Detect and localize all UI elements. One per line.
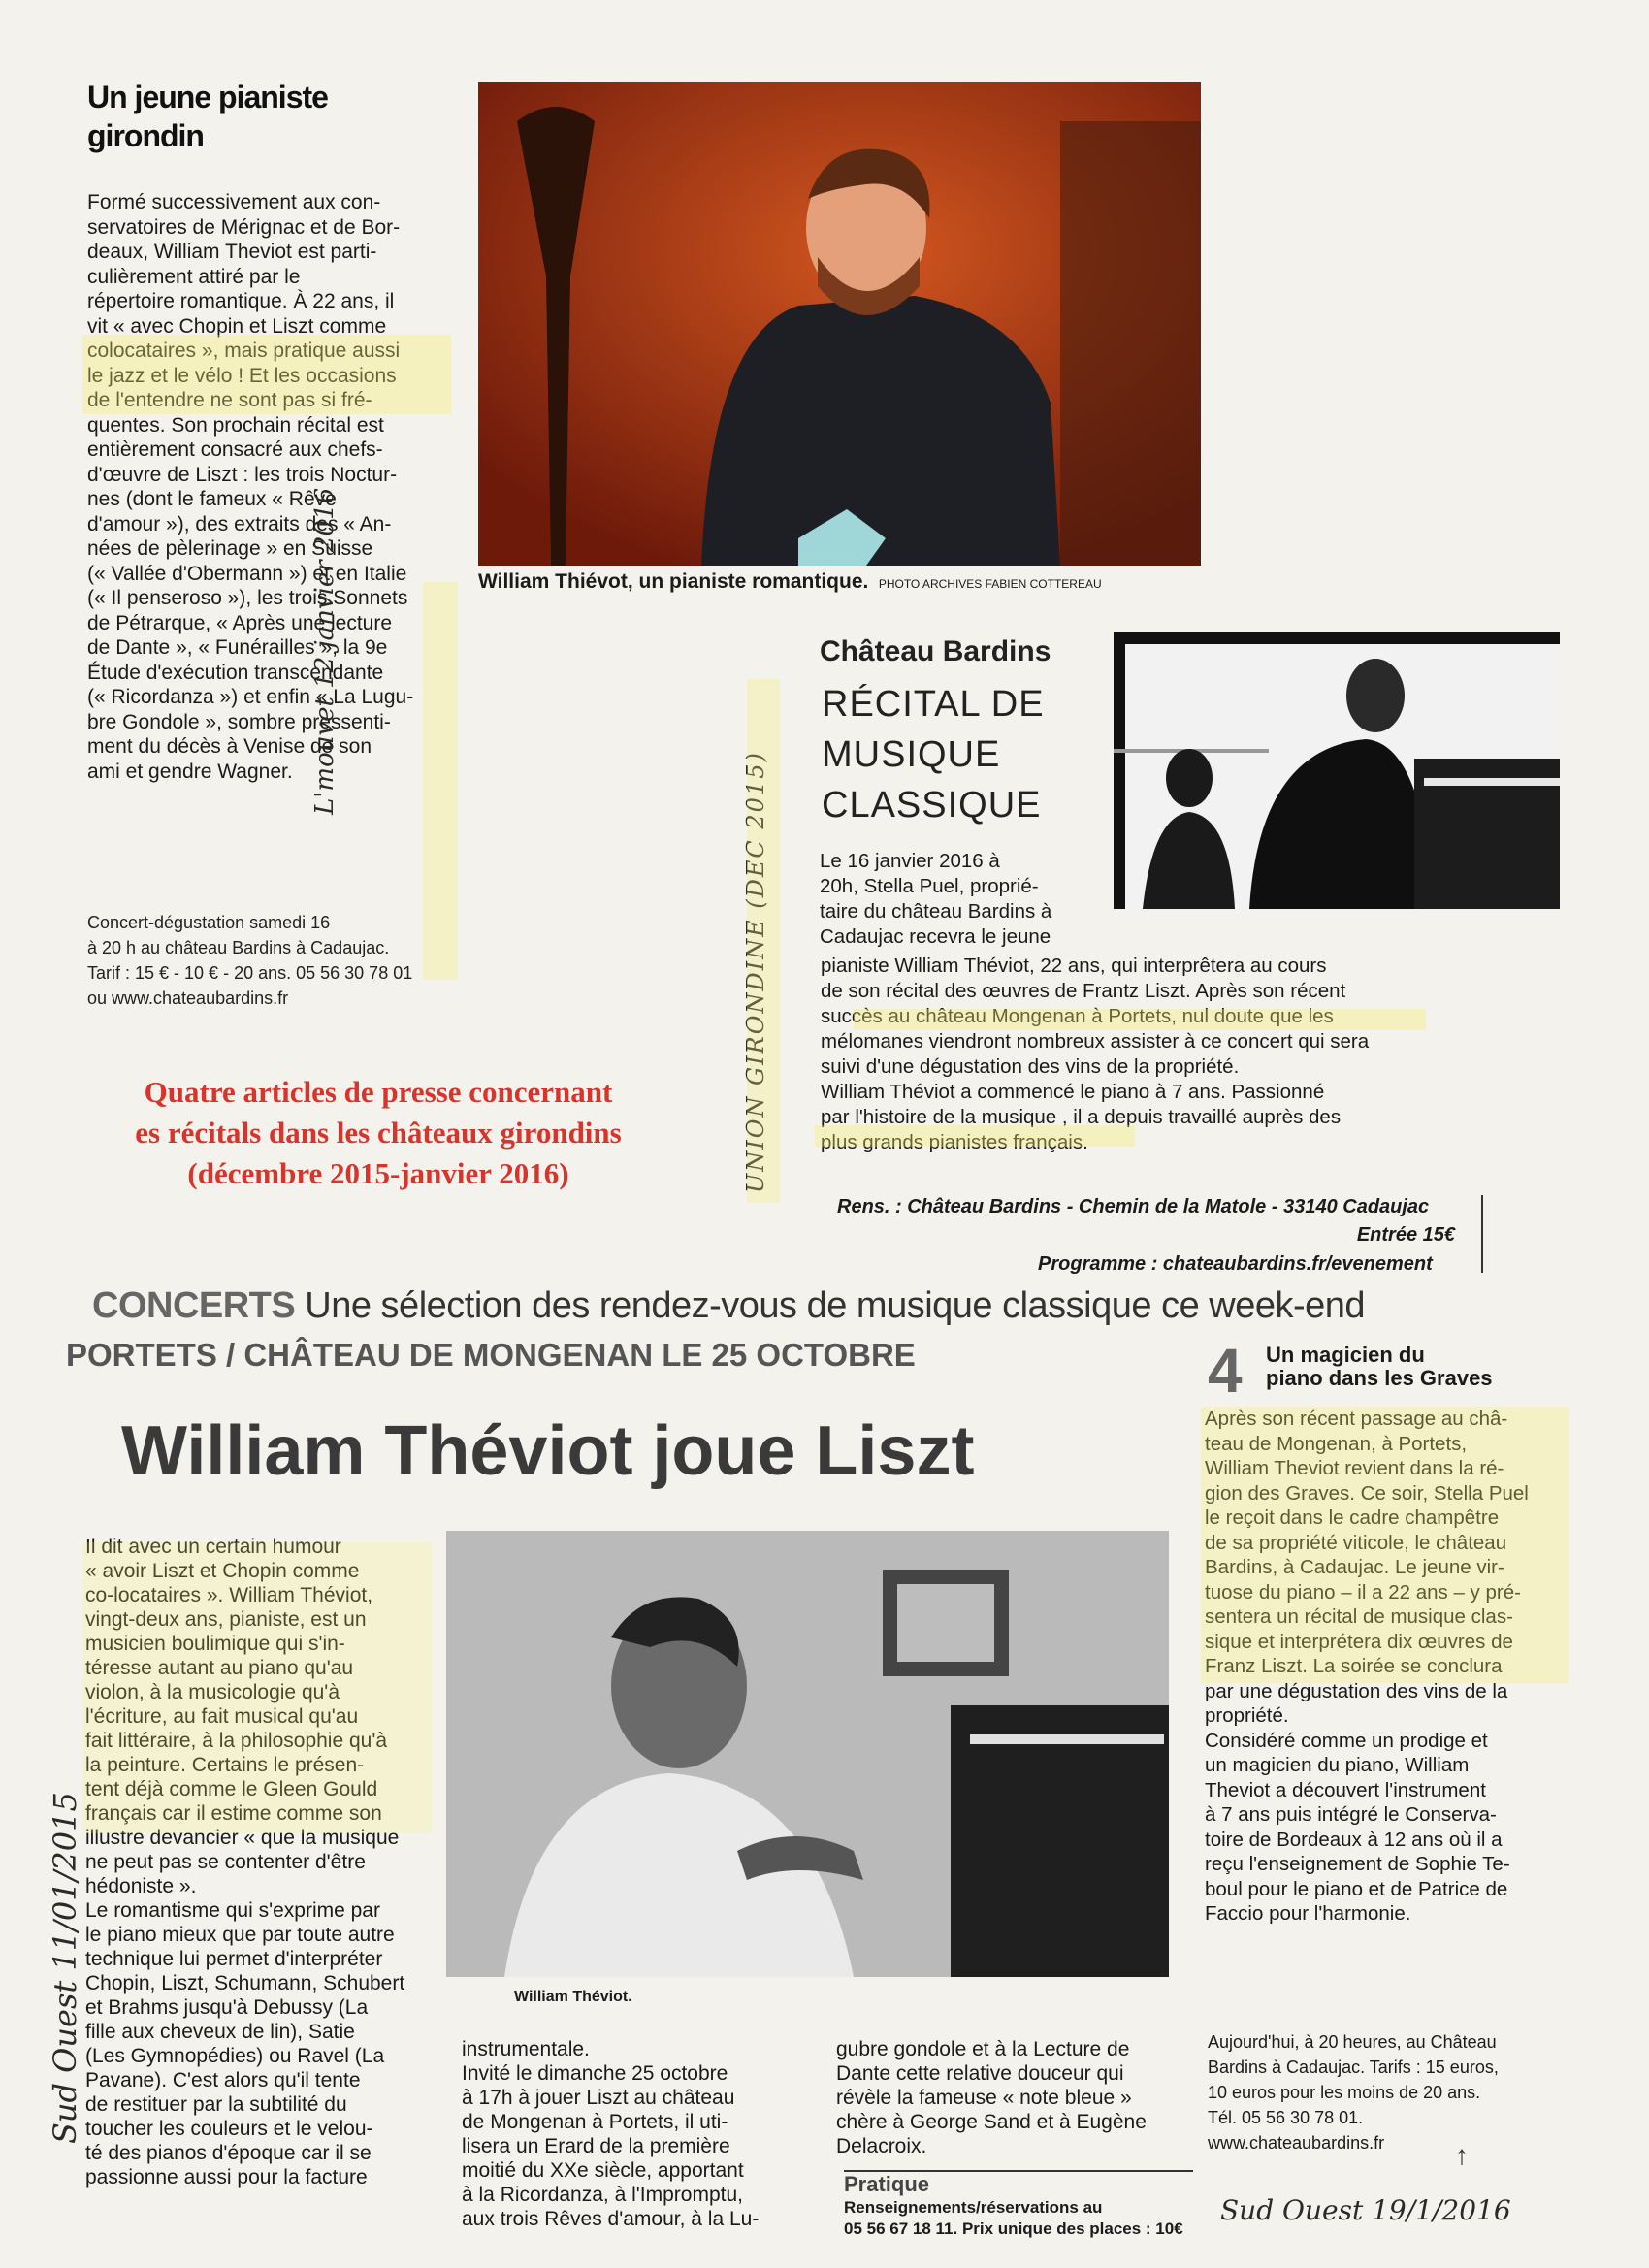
collection-note-line-2: es récitals dans les châteaux girondins [135, 1116, 622, 1150]
column-rule [1481, 1195, 1483, 1273]
article-4-headline: Un magicien du piano dans les Graves [1266, 1343, 1493, 1390]
handwritten-date-article-4: Sud Ouest 19/1/2016 [1220, 2194, 1511, 2226]
article-3-col-1: Il dit avec un certain humour « avoir Liszt et Chopin comme co-locataires ». William Théviot, vingt-deux ans, pianiste, est un musicien boulimique qui s'in- téresse autant au piano qu'au violon, à la musicologie qu'à l'écriture, au fait musical qu'au fait littéraire, à la philosophie qu'à la peinture. Certains le présen- tent déjà comme le Gleen Gould français car il estime comme son illustre devancier « que la musique ne peut pas se contenter d'être hédoniste ». Le romantisme qui s'exprime par le piano mieux que par toute autre technique lui permet d'interpréter Chopin, Liszt, Schumann, Schubert et Brahms jusqu'à Debussy (La fille aux cheveux de lin), Satie (Les Gymnopédies) ou Ravel (La Pavane). C'est alors qu'il tente de restituer par la subtilité du toucher les couleurs et le velou- té des pianos d'époque car il se passionne aussi pour la facture [85, 1536, 405, 2188]
article-3-pratique-box [844, 2170, 1193, 2240]
article-4-info: Aujourd'hui, à 20 heures, au Château Bardins à Cadaujac. Tarifs : 15 euros, 10 euros pour les moins de 20 ans. Tél. 05 56 30 78 01. www.chateaubardins.fr [1208, 2032, 1499, 2153]
article-4-body: Après son récent passage au châ- teau de Mongenan, à Portets, William Theviot revient dans la ré- gion des Graves. Ce soir, Stella Puel le reçoit dans le cadre champêtre de sa propriété viticole, le château Bardins, à Cadaujac. Le jeune vir- tuose du piano – il a 22 ans – y pré- sentera un récital de musique clas- sique et interprétera dix œuvres de Franz Liszt. La soirée se conclura par une dégustation des vins de la propriété. Considéré comme un prodige et un magicien du piano, William Theviot a découvert l'instrument à 7 ans puis intégré le Conserva- toire de Bordeaux à 12 ans où il a reçu l'enseignement de Sophie Te- boul pour le piano et de Patrice de Faccio pour l'harmonie. [1205, 1408, 1529, 1925]
article-2-programme: Programme : chateaubardins.fr/evenement [1038, 1253, 1433, 1275]
highlight-mark [82, 1542, 432, 1833]
article-3-col-2: instrumentale. Invité le dimanche 25 octobre à 17h à jouer Liszt au château de Mongenan à Portets, il uti- lisera un Erard de la première moitié du XXe siècle, apportant à la Ricordanza, à l'Impromptu, aux trois Rêves d'amour, à la Lu- [462, 2038, 760, 2230]
collection-note [29, 1072, 728, 1194]
article-2-body: pianiste William Théviot, 22 ans, qui interprêtera au cours de son récital des œuvres de Frantz Liszt. Après son récent succès au château Mongenan à Portets, nul doute que les mélomanes viendront nombreux assister à ce concert qui sera suivi d'une dégustation des vins de la propriété. William Théviot a commencé le piano à 7 ans. Passionné par l'histoire de la musique , il a depuis travaillé auprès des plus grands pianistes français. [821, 955, 1370, 1153]
highlight-mark [747, 679, 780, 1203]
article-1-headline: Un jeune pianiste girondin [87, 80, 328, 153]
collection-note-line-3: (décembre 2015-janvier 2016) [187, 1156, 569, 1190]
article-2-entree: Entrée 15€ [1356, 1224, 1455, 1246]
article-3-kicker [92, 1285, 1365, 1327]
pratique-title: Pratique [844, 2172, 930, 2196]
portrait-caption [478, 570, 1215, 594]
recital-photo [1114, 632, 1560, 909]
article-3-location: PORTETS / CHÂTEAU DE MONGENAN LE 25 OCTOBRE [66, 1337, 916, 1373]
arrow-up-icon: ↑ [1455, 2140, 1469, 2170]
highlight-mark [1201, 1407, 1569, 1683]
highlight-mark [423, 582, 458, 980]
kicker-text: Une sélection des rendez-vous de musique classique ce week-end [295, 1285, 1366, 1326]
article-3-col-3: gubre gondole et à la Lecture de Dante cette relative douceur qui révèle la fameuse « note bleue » chère à George Sand et à Eugène Delacroix. [836, 2038, 1147, 2157]
article-4-number: 4 [1208, 1336, 1243, 1406]
pianist-portrait-photo [478, 82, 1201, 566]
portrait-photo-credit: PHOTO ARCHIVES FABIEN COTTEREAU [878, 577, 1102, 591]
handwritten-date-article-1: L'mouvet 12 janvier 2016 [310, 487, 340, 815]
article-3-headline: William Théviot joue Liszt [121, 1412, 975, 1490]
pratique-text: Renseignements/réservations au 05 56 67 18 11. Prix unique des places : 10€ [844, 2198, 1183, 2238]
article-1-body: Formé successivement aux con- servatoires de Mérignac et de Bor- deaux, William Theviot est parti- culièrement attiré par le répertoire romantique. À 22 ans, il vit « avec Chopin et Liszt comme colocataires », mais pratique aussi le jazz et le vélo ! Et les occasions de l'entendre ne sont pas si fré- quentes. Son prochain récital est entièrement consacré aux chefs- d'œuvre de Liszt : les trois Noctur- nes (dont le fameux « Rêve d'amour »), des extraits des « An- nées de pèlerinage » en Suisse (« Vallée d'Obermann ») et en Italie (« Il penseroso »), les trois Sonnets de Pétrarque, « Après une lecture de Dante », « Funérailles », la 9e Étude d'exécution transcendante (« Ricordanza ») et enfin « La Lugu- bre Gondole », sombre pressenti- ment du décès à Venise de son ami et gendre Wagner. [87, 191, 414, 783]
kicker-label: CONCERTS [92, 1285, 296, 1326]
pianist-at-piano-photo [446, 1531, 1169, 1977]
handwritten-source-article-2: UNION GIRONDINE (DEC 2015) [742, 751, 769, 1193]
article-2-lead: Le 16 janvier 2016 à 20h, Stella Puel, proprié- taire du château Bardins à Cadaujac recevra le jeune [820, 850, 1052, 948]
article-1-info: Concert-dégustation samedi 16 à 20 h au château Bardins à Cadaujac. Tarif : 15 € - 10 € - 20 ans. 05 56 30 78 01 ou www.chateaubardins.fr [87, 913, 413, 1008]
highlight-mark [854, 1009, 1426, 1030]
highlight-mark [82, 335, 451, 414]
handwritten-date-article-3: Sud Ouest 11/01/2015 [47, 1792, 83, 2144]
highlight-mark [815, 1125, 1135, 1147]
article-3-photo-caption: William Théviot. [514, 1989, 632, 2005]
portrait-caption-text: William Thiévot, un pianiste romantique. [478, 570, 869, 593]
article-2-title: RÉCITAL DE MUSIQUE CLASSIQUE [822, 684, 1045, 826]
article-2-rens: Rens. : Château Bardins - Chemin de la Matole - 33140 Cadaujac [837, 1196, 1430, 1217]
article-2-venue: Château Bardins [820, 635, 1051, 667]
collection-note-line-1: Quatre articles de presse concernant [144, 1075, 613, 1109]
